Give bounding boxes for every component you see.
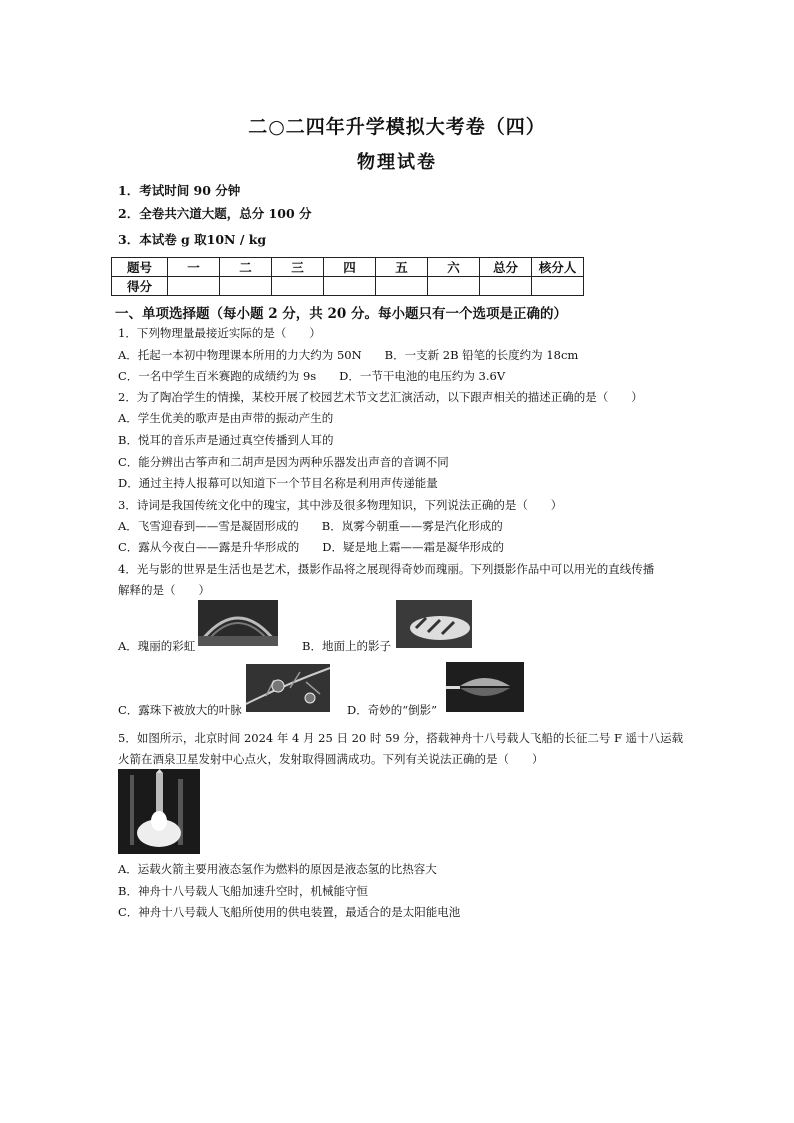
q4-option-c: C．露珠下被放大的叶脉 [118, 703, 242, 717]
score-blank-cell[interactable] [532, 277, 584, 296]
leaf-vein-photo [246, 664, 330, 712]
score-blank-cell[interactable] [428, 277, 480, 296]
q2-option-c: C．能分辨出古筝声和二胡声是因为两种乐器发出声音的音调不同 [118, 455, 449, 469]
score-blank-cell[interactable] [220, 277, 272, 296]
q1-stem: 1．下列物理量最接近实际的是（ ） [118, 326, 321, 340]
score-blank-cell[interactable] [376, 277, 428, 296]
q4-stem-line2: 解释的是（ ） [118, 583, 210, 597]
q2-option-d: D．通过主持人报幕可以知道下一个节目名称是利用声传递能量 [118, 476, 438, 490]
q3-stem: 3．诗词是我国传统文化中的瑰宝，其中涉及很多物理知识，下列说法正确的是（ ） [118, 498, 563, 512]
score-blank-cell[interactable] [168, 277, 220, 296]
note-2: 2．全卷共六道大题，总分 100 分 [118, 206, 312, 221]
q1-options-ab: A．托起一本初中物理课本所用的力大约为 50N B．一支新 2B 铅笔的长度约为 18cm [118, 348, 579, 362]
section-1-title: 一、单项选择题（每小题 2 分，共 20 分。每小题只有一个选项是正确的） [115, 306, 567, 322]
rainbow-photo [198, 600, 278, 646]
q2-option-b: B．悦耳的音乐声是通过真空传播到人耳的 [118, 433, 334, 447]
score-cell: 题号 [112, 258, 168, 277]
exam-title: 二○二四年升学模拟大考卷（四） [248, 116, 546, 138]
score-cell: 一 [168, 258, 220, 277]
reflection-photo [446, 662, 524, 712]
q4-option-d: D．奇妙的“倒影” [347, 703, 437, 717]
score-cell: 五 [376, 258, 428, 277]
q4-option-a: A．瑰丽的彩虹 [118, 639, 196, 653]
score-table-header-row [112, 258, 584, 277]
rocket-launch-photo [118, 769, 200, 854]
q5-stem-line1: 5．如图所示，北京时间 2024 年 4 月 25 日 20 时 59 分，搭载神舟十八号载人飞船的长征二号 F 遥十八运载 [118, 731, 684, 745]
score-row-label: 得分 [112, 277, 168, 296]
score-cell: 核分人 [532, 258, 584, 277]
exam-subtitle: 物理试卷 [357, 152, 437, 173]
q1-options-cd: C．一名中学生百米赛跑的成绩约为 9s D．一节干电池的电压约为 3.6V [118, 369, 506, 383]
q5-stem-line2: 火箭在酒泉卫星发射中心点火，发射取得圆满成功。下列有关说法正确的是（ ） [118, 752, 544, 766]
note-1: 1．考试时间 90 分钟 [118, 183, 241, 198]
score-cell: 四 [324, 258, 376, 277]
score-blank-cell[interactable] [324, 277, 376, 296]
q4-stem-line1: 4．光与影的世界是生活也是艺术，摄影作品将之展现得奇妙而瑰丽。下列摄影作品中可以用光的直线传播 [118, 562, 655, 576]
score-cell: 三 [272, 258, 324, 277]
shadow-photo [396, 600, 472, 648]
q2-stem: 2．为了陶冶学生的情操，某校开展了校园艺术节文艺汇演活动，以下跟声相关的描述正确的是（ ） [118, 390, 643, 404]
q5-option-a: A．运载火箭主要用液态氢作为燃料的原因是液态氢的比热容大 [118, 862, 437, 876]
q5-option-b: B．神舟十八号载人飞船加速升空时，机械能守恒 [118, 884, 368, 898]
score-table-score-row [112, 277, 584, 296]
score-table [111, 257, 584, 296]
score-cell: 总分 [480, 258, 532, 277]
score-cell: 二 [220, 258, 272, 277]
q5-option-c: C．神舟十八号载人飞船所使用的供电装置，最适合的是太阳能电池 [118, 905, 461, 919]
q3-options-cd: C．露从今夜白——露是升华形成的 D．疑是地上霜——霜是凝华形成的 [118, 540, 505, 554]
q4-option-b: B．地面上的影子 [302, 639, 391, 653]
score-blank-cell[interactable] [272, 277, 324, 296]
score-cell: 六 [428, 258, 480, 277]
q2-option-a: A．学生优美的歌声是由声带的振动产生的 [118, 411, 334, 425]
score-blank-cell[interactable] [480, 277, 532, 296]
note-3: 3．本试卷 g 取10N / kg [118, 232, 267, 247]
q3-options-ab: A．飞雪迎春到——雪是凝固形成的 B．岚雾今朝重——雾是汽化形成的 [118, 519, 503, 533]
